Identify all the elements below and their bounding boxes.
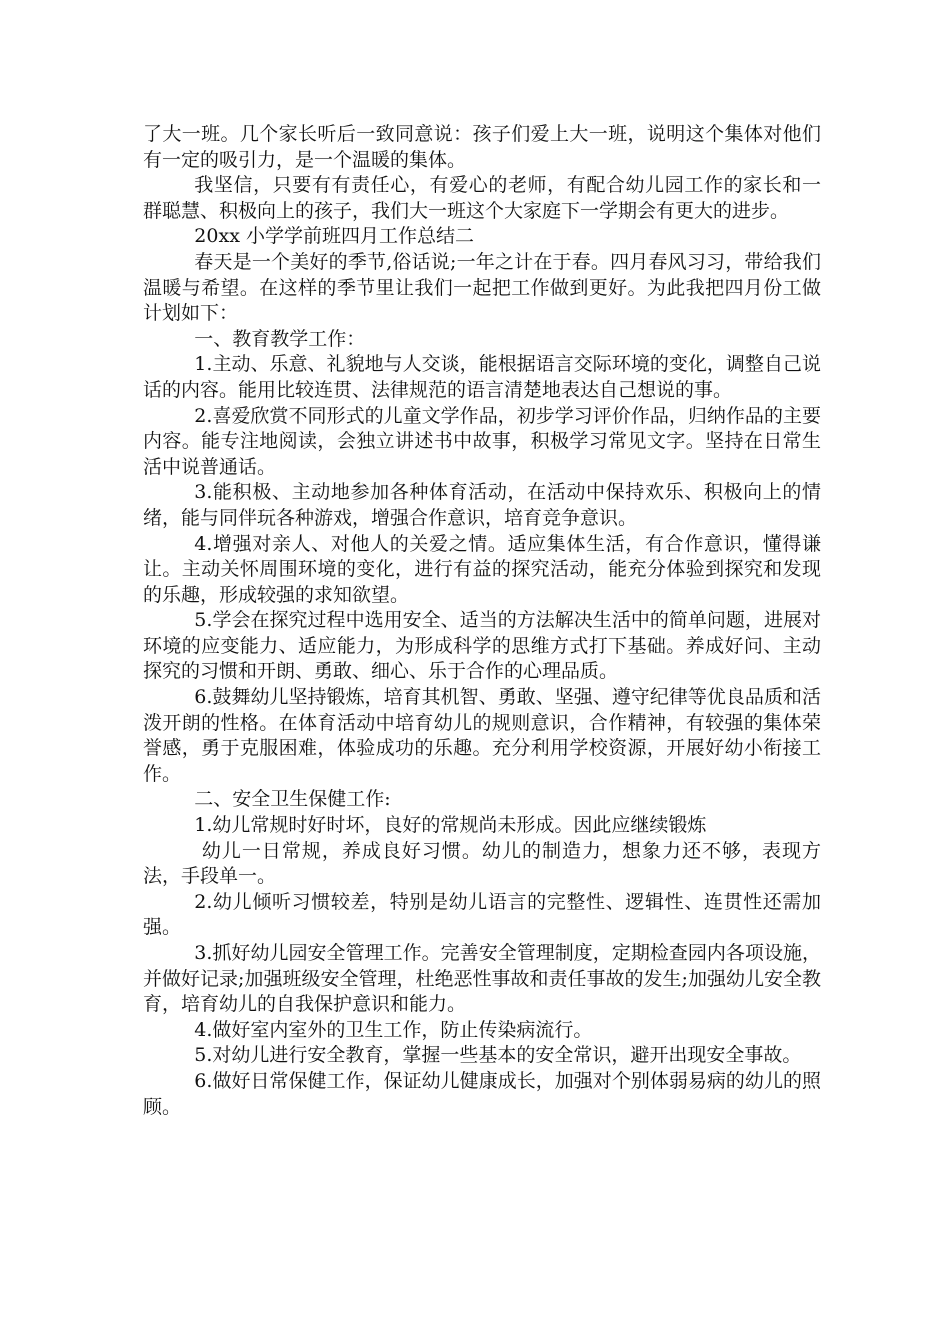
safety-item-6: 6.做好日常保健工作，保证幼儿健康成长，加强对个别体弱易病的幼儿的照顾。 — [143, 1069, 821, 1118]
teaching-item-1: 1.主动、乐意、礼貌地与人交谈，能根据语言交际环境的变化，调整自己说话的内容。能用比较连贯、法律规范的语言清楚地表达自己想说的事。 — [143, 353, 821, 401]
document-body — [143, 122, 821, 1120]
safety-item-5: 5.对幼儿进行安全教育，掌握一些基本的安全常识，避开出现安全事故。 — [194, 1044, 802, 1067]
heading-safety: 二、安全卫生保健工作: — [194, 788, 391, 811]
teaching-item-6: 6.鼓舞幼儿坚持锻炼，培育其机智、勇敢、坚强、遵守纪律等优良品质和活泼开朗的性格。在体育活动中培育幼儿的规则意识，合作精神，有较强的集体荣誉感，勇于克服困难，体验成功的乐趣。充分利用学校资源，开展好幼小衔接工作。 — [143, 686, 821, 785]
teaching-item-5: 5.学会在探究过程中选用安全、适当的方法解决生活中的简单问题，进展对环境的应变能力、适应能力，为形成科学的思维方式打下基础。养成好问、主动探究的习惯和开朗、勇敢、细心、乐于合作的心理品质。 — [143, 609, 821, 683]
safety-item-4: 4.做好室内室外的卫生工作，防止传染病流行。 — [194, 1018, 593, 1041]
paragraph-belief: 我坚信，只要有有责任心，有爱心的老师，有配合幼儿园工作的家长和一群聪慧、积极向上的孩子，我们大一班这个大家庭下一学期会有更大的进步。 — [143, 174, 821, 222]
teaching-item-4: 4.增强对亲人、对他人的关爱之情。适应集体生活，有合作意识，懂得谦让。主动关怀周围环境的变化，进行有益的探究活动，能充分体验到探究和发现的乐趣，形成较强的求知欲望。 — [143, 532, 821, 606]
teaching-item-2: 2.喜爱欣赏不同形式的儿童文学作品，初步学习评价作品，归纳作品的主要内容。能专注地阅读，会独立讲述书中故事，积极学习常见文字。坚持在日常生活中说普通话。 — [143, 404, 821, 478]
safety-item-1: 1.幼儿常规时好时坏，良好的常规尚未形成。因此应继续锻炼 — [194, 814, 707, 837]
safety-item-3: 3.抓好幼儿园安全管理工作。完善安全管理制度，定期检查园内各项设施，并做好记录;加强班级安全管理，杜绝恶性事故和责任事故的发生;加强幼儿安全教育，培育幼儿的自我保护意识和能力。 — [143, 942, 821, 1016]
paragraph-continuation: 了大一班。几个家长听后一致同意说：孩子们爱上大一班，说明这个集体对他们有一定的吸引力，是一个温暖的集体。 — [143, 123, 821, 171]
paragraph-intro: 春天是一个美好的季节,俗话说;一年之计在于春。四月春风习习，带给我们温暖与希望。在这样的季节里让我们一起把工作做到更好。为此我把四月份工做计划如下： — [143, 250, 821, 325]
section-title: 20xx 小学学前班四月工作总结二 — [194, 225, 474, 248]
teaching-item-3: 3.能积极、主动地参加各种体育活动，在活动中保持欢乐、积极向上的情绪，能与同伴玩各种游戏，增强合作意识，培育竞争意识。 — [143, 481, 821, 529]
safety-item-2: 2.幼儿倾听习惯较差，特别是幼儿语言的完整性、逻辑性、连贯性还需加强。 — [143, 890, 821, 939]
safety-item-1-continued: 幼儿一日常规，养成良好习惯。幼儿的制造力，想象力还不够，表现方法，手段单一。 — [143, 839, 821, 888]
heading-teaching: 一、教育教学工作： — [194, 327, 366, 350]
